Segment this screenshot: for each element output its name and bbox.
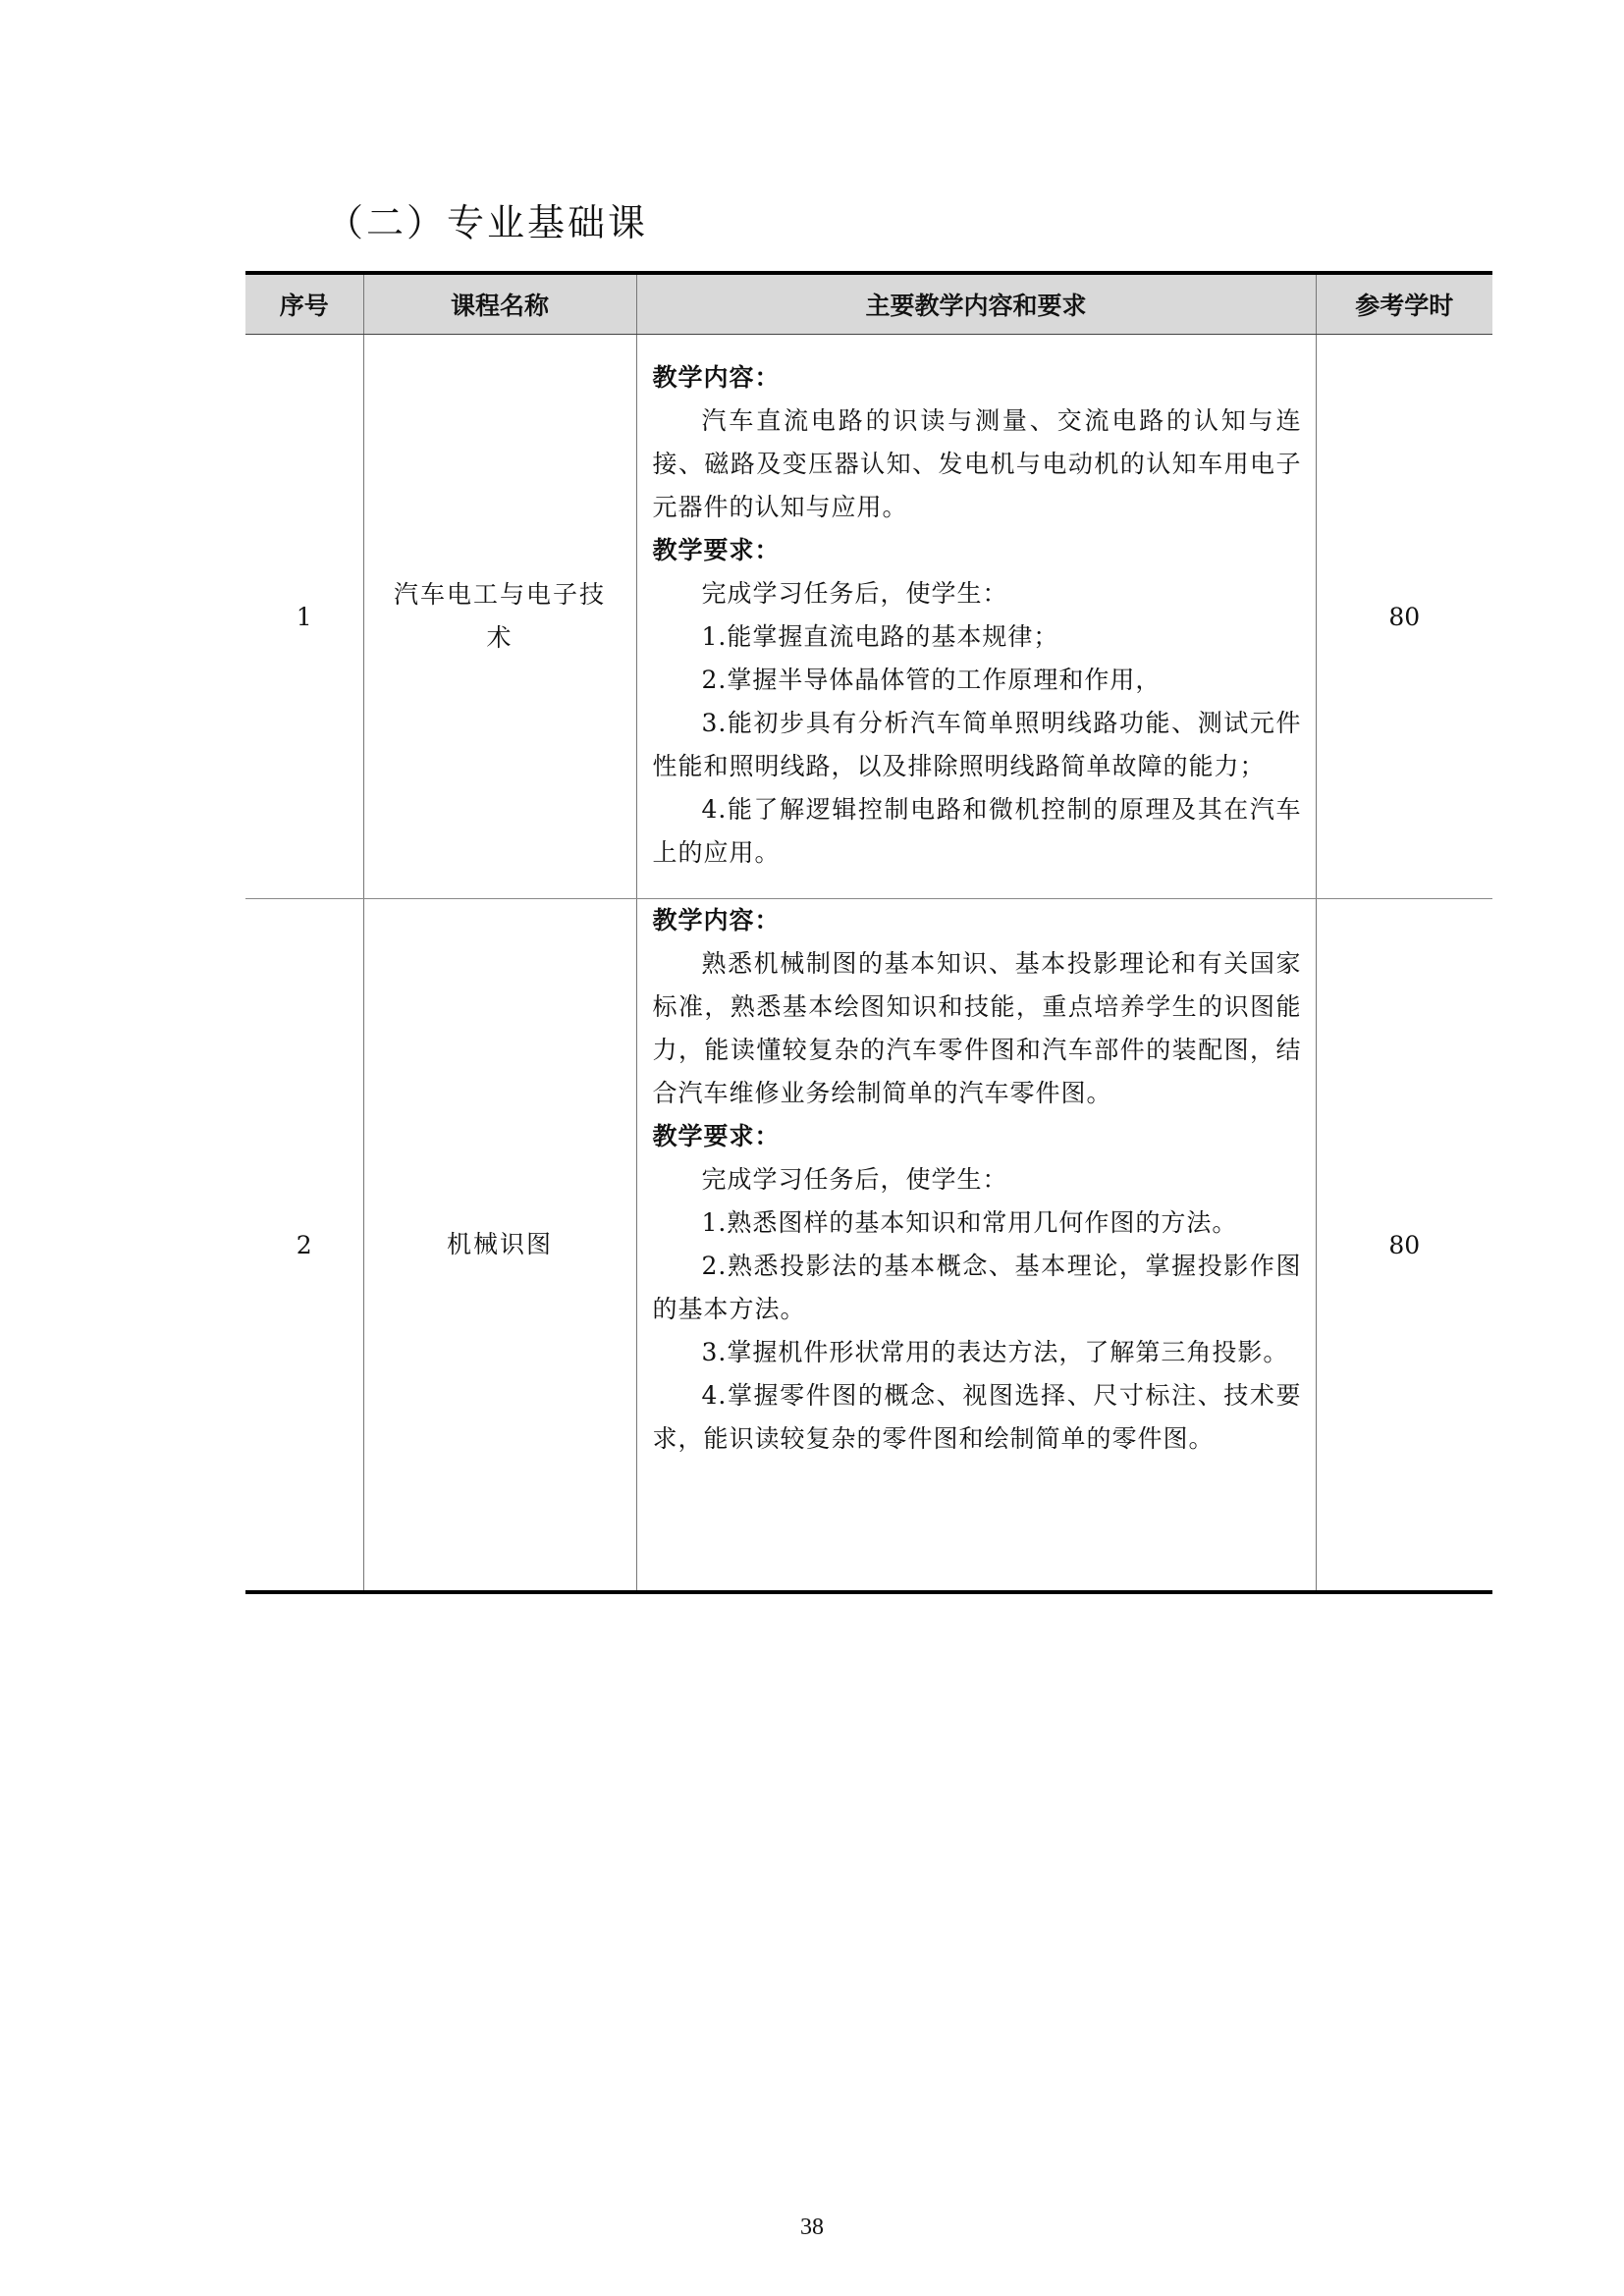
requirement-heading: 教学要求： [652, 536, 781, 564]
requirement-paragraph: 2.掌握半导体晶体管的工作原理和作用， [701, 666, 1162, 694]
requirement-heading: 教学要求： [652, 1122, 781, 1150]
row-course-name: 汽车电工与电子技术 [363, 335, 636, 899]
requirement-paragraph: 4.掌握零件图的概念、视图选择、尺寸标注、技术要求，能识读较复杂的零件图和绘制简单的零件图。 [652, 1381, 1302, 1453]
row-hours: 80 [1316, 335, 1492, 899]
content-paragraph: 汽车直流电路的识读与测量、交流电路的认知与连接、磁路及变压器认知、发电机与电动机的认知车用电子元器件的认知与应用。 [652, 406, 1302, 521]
content-heading: 教学内容： [652, 906, 781, 934]
page-number: 38 [800, 2215, 824, 2240]
requirement-paragraph: 3.能初步具有分析汽车简单照明线路功能、测试元件性能和照明线路，以及排除照明线路简单故障的能力； [652, 709, 1302, 780]
content-heading: 教学内容： [652, 363, 781, 392]
requirement-paragraph: 完成学习任务后，使学生： [701, 579, 1008, 608]
requirement-paragraph: 2.熟悉投影法的基本概念、基本理论，掌握投影作图的基本方法。 [652, 1252, 1302, 1323]
table-row [245, 899, 1492, 1593]
requirement-paragraph: 1.能掌握直流电路的基本规律； [701, 622, 1059, 651]
requirement-paragraph: 4.能了解逻辑控制电路和微机控制的原理及其在汽车上的应用。 [652, 795, 1302, 867]
requirement-paragraph: 1.熟悉图样的基本知识和常用几何作图的方法。 [701, 1208, 1238, 1237]
content-paragraph: 熟悉机械制图的基本知识、基本投影理论和有关国家标准，熟悉基本绘图知识和技能，重点培养学生的识图能力，能读懂较复杂的汽车零件图和汽车部件的装配图，结合汽车维修业务绘制简单的汽车零件图。 [652, 949, 1302, 1107]
header-no: 序号 [245, 273, 363, 335]
course-table [245, 271, 1492, 1594]
row-no: 1 [245, 335, 363, 899]
table-row [245, 335, 1492, 899]
row-course-name: 机械识图 [363, 899, 636, 1593]
header-course-name: 课程名称 [363, 273, 636, 335]
requirement-paragraph: 完成学习任务后，使学生： [701, 1165, 1008, 1194]
row-content [636, 335, 1316, 899]
section-title: （二）专业基础课 [326, 201, 649, 244]
row-hours: 80 [1316, 899, 1492, 1593]
requirement-paragraph: 3.掌握机件形状常用的表达方法，了解第三角投影。 [701, 1338, 1289, 1366]
header-hours: 参考学时 [1316, 273, 1492, 335]
row-content [636, 899, 1316, 1593]
row-no: 2 [245, 899, 363, 1593]
header-content: 主要教学内容和要求 [636, 273, 1316, 335]
table-header-row [245, 273, 1492, 335]
